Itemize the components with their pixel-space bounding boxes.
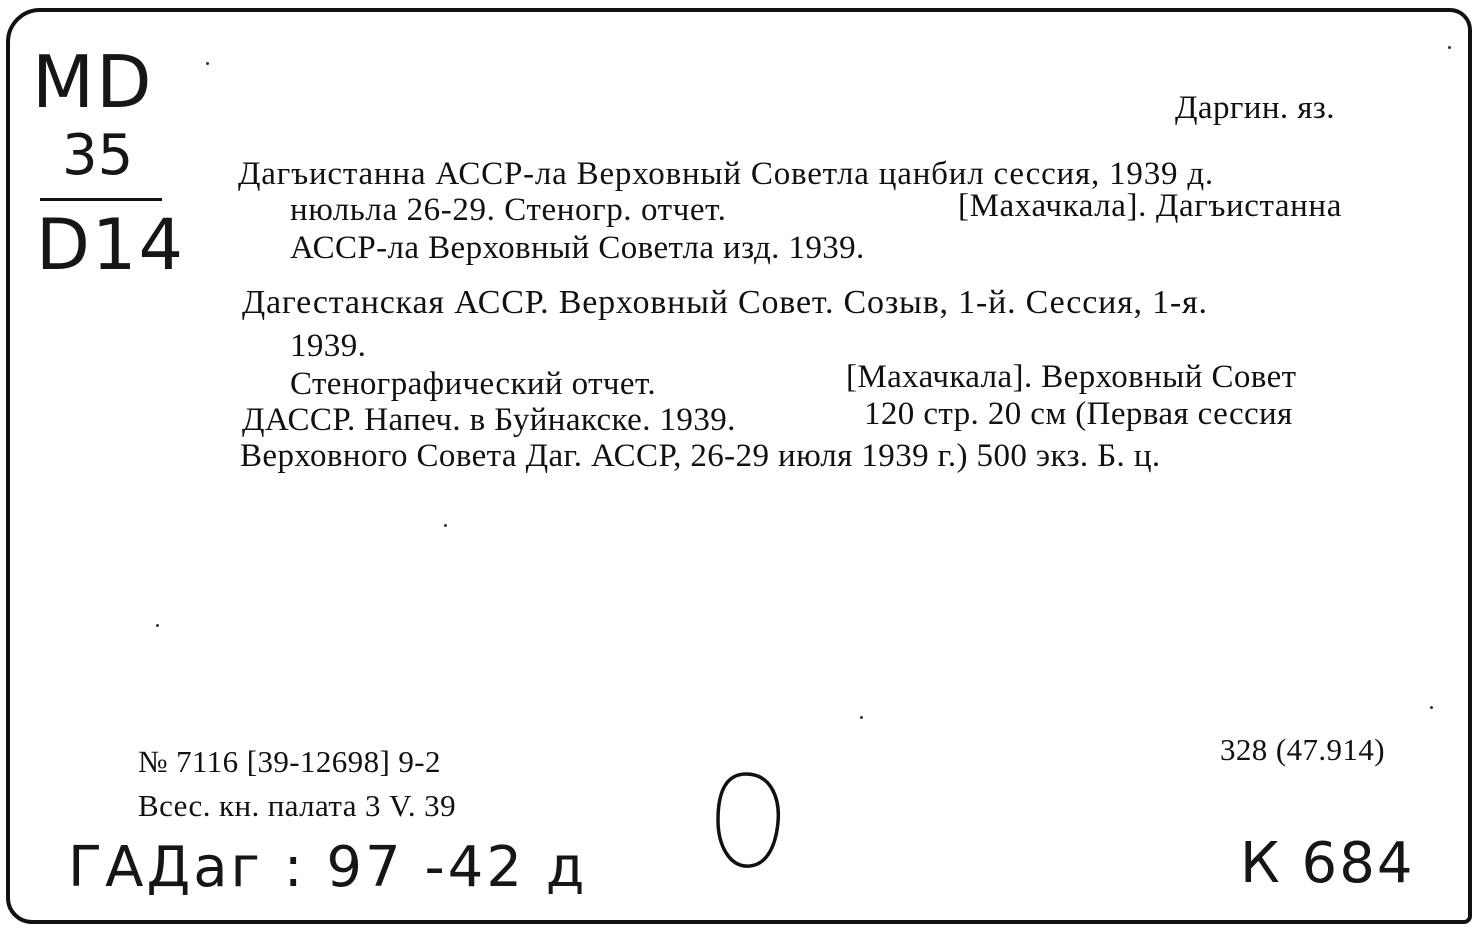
shelfmark-line-1: MD bbox=[32, 40, 154, 124]
russian-entry-line-3-place: [Махачкала]. Верховный Совет bbox=[846, 359, 1297, 395]
russian-entry-line-4: ДАССР. Напеч. в Буйнакске. 1939. bbox=[242, 402, 736, 438]
book-chamber-note: Всес. кн. палата 3 V. 39 bbox=[138, 788, 456, 823]
record-number: № 7116 [39-12698] 9-2 bbox=[138, 744, 441, 779]
archive-note: ГАДаг : 97 -42 д bbox=[68, 835, 588, 900]
paper-speck bbox=[156, 624, 159, 627]
dargin-entry-line-3: АССР-ла Верховный Советла изд. 1939. bbox=[290, 230, 865, 266]
dargin-entry-line-1: Дагъистанна АССР-ла Верховный Советла цанбил сессия, 1939 д. bbox=[238, 156, 1214, 192]
paper-speck bbox=[1430, 706, 1433, 709]
shelfmark-line-3: D14 bbox=[36, 204, 185, 286]
russian-entry-line-5: Верховного Совета Даг. АССР, 26-29 июля 1939 г.) 500 экз. Б. ц. bbox=[240, 438, 1161, 474]
russian-entry-line-2: 1939. bbox=[290, 328, 367, 364]
paper-speck bbox=[444, 524, 447, 527]
dargin-entry-line-2-place: [Махачкала]. Дагъистанна bbox=[958, 188, 1342, 224]
language-note: Даргин. яз. bbox=[1175, 90, 1335, 126]
shelfmark-divider bbox=[40, 198, 162, 201]
paper-speck bbox=[206, 62, 209, 65]
russian-entry-line-3: Стенографический отчет. bbox=[290, 366, 656, 402]
russian-entry-line-4-extent: 120 стр. 20 см (Первая сессия bbox=[864, 396, 1293, 432]
paper-speck bbox=[860, 716, 863, 719]
paper-speck bbox=[1448, 46, 1451, 49]
oval-stamp-mark bbox=[712, 770, 784, 870]
russian-entry-line-1: Дагестанская АССР. Верховный Совет. Созыв, 1-й. Сессия, 1-я. bbox=[242, 284, 1208, 321]
dargin-entry-line-2: нюльла 26-29. Стеногр. отчет. bbox=[290, 192, 727, 228]
shelfmark-line-2: 35 bbox=[62, 123, 134, 188]
inventory-number: К 684 bbox=[1240, 831, 1415, 896]
classification-code: 328 (47.914) bbox=[1220, 732, 1385, 767]
